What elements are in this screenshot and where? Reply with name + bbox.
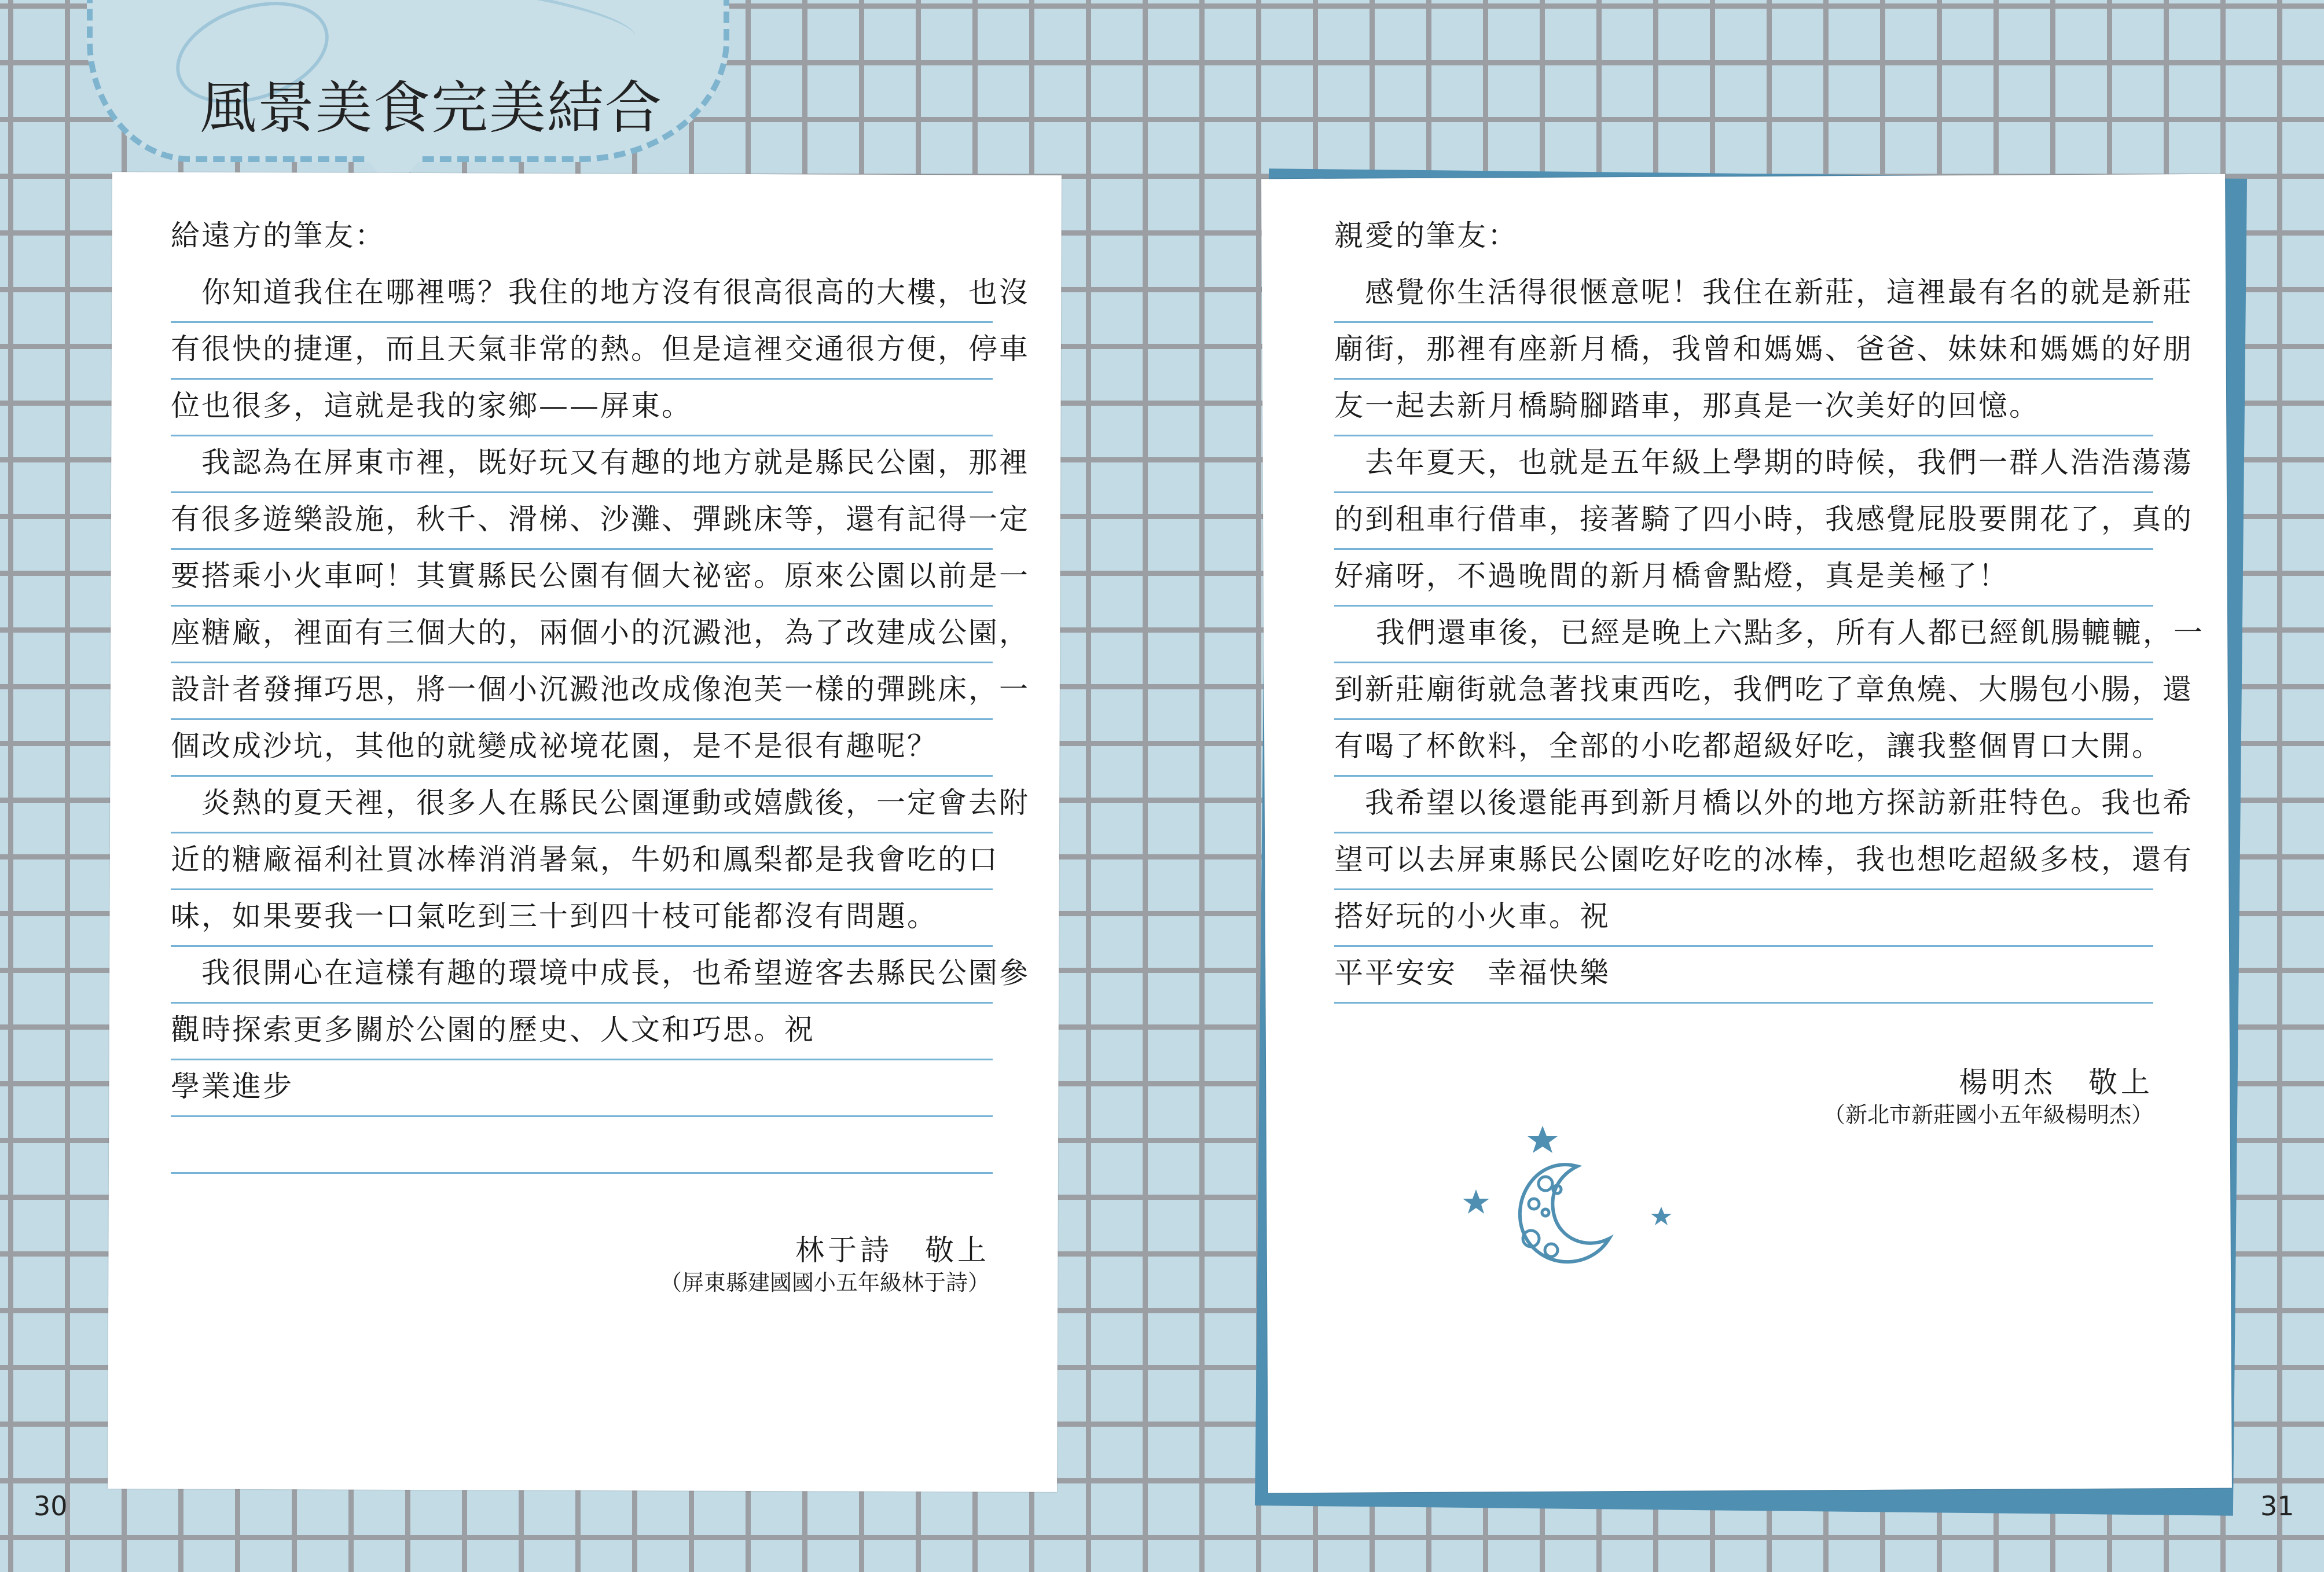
letter-line: 有很多遊樂設施，秋千、滑梯、沙灘、彈跳床等，還有記得一定 bbox=[171, 493, 993, 550]
swirl-decoration bbox=[333, 0, 639, 65]
letter-greeting: 給遠方的筆友： bbox=[171, 219, 386, 252]
letter-line: 設計者發揮巧思，將一個小沉澱池改成像泡芙一樣的彈跳床，一 bbox=[171, 663, 993, 720]
letter-line: 近的糖廠福利社買冰棒消消暑氣，牛奶和鳳梨都是我會吃的口 bbox=[171, 833, 993, 890]
star-icon bbox=[1651, 1207, 1672, 1225]
letter-line: 個改成沙坑，其他的就變成祕境花園，是不是很有趣呢？ bbox=[171, 720, 993, 777]
left-school: （屏東縣建國國小五年級林于詩） bbox=[659, 1270, 990, 1295]
letter-line: 平平安安 幸福快樂 bbox=[1334, 947, 2153, 1004]
letter-line: 炎熱的夏天裡，很多人在縣民公園運動或嬉戲後，一定會去附 bbox=[171, 777, 993, 833]
letter-greeting: 親愛的筆友： bbox=[1334, 219, 1518, 252]
letter-line: 我認為在屏東市裡，既好玩又有趣的地方就是縣民公園，那裡 bbox=[171, 436, 993, 493]
letter-line: 要搭乘小火車呵！其實縣民公園有個大祕密。原來公園以前是一 bbox=[171, 550, 993, 607]
page-number-left: 30 bbox=[34, 1490, 68, 1522]
letter-line bbox=[171, 1117, 993, 1174]
letter-line: 我希望以後還能再到新月橋以外的地方探訪新莊特色。我也希 bbox=[1334, 777, 2153, 833]
letter-line: 去年夏天，也就是五年級上學期的時候，我們一群人浩浩蕩蕩 bbox=[1334, 436, 2153, 493]
left-signature: 林于詩 敬上 bbox=[795, 1233, 990, 1267]
letter-line: 有喝了杯飲料，全部的小吃都超級好吃，讓我整個胃口大開。 bbox=[1334, 720, 2153, 777]
letter-line: 你知道我住在哪裡嗎？我住的地方沒有很高很高的大樓，也沒 bbox=[171, 266, 993, 323]
right-signature: 楊明杰 敬上 bbox=[1959, 1066, 2153, 1099]
letter-line: 我們還車後，已經是晚上六點多，所有人都已經飢腸轆轆，一 bbox=[1334, 607, 2153, 663]
star-icon bbox=[1528, 1126, 1558, 1153]
moon-icon bbox=[1453, 1126, 1684, 1311]
letter-line: 學業進步 bbox=[171, 1060, 993, 1117]
letter-line: 望可以去屏東縣民公園吃好吃的冰棒，我也想吃超級多枝，還有 bbox=[1334, 833, 2153, 890]
letter-line: 味，如果要我一口氣吃到三十到四十枝可能都沒有問題。 bbox=[171, 890, 993, 947]
letter-line: 友一起去新月橋騎腳踏車，那真是一次美好的回憶。 bbox=[1334, 380, 2153, 436]
page-number-right: 31 bbox=[2260, 1490, 2294, 1522]
moon-stars-decoration bbox=[1453, 1126, 1684, 1311]
star-icon bbox=[1463, 1189, 1489, 1214]
right-school: （新北市新莊國小五年級楊明杰） bbox=[1823, 1102, 2153, 1127]
letter-line: 觀時探索更多關於公園的歷史、人文和巧思。祝 bbox=[171, 1004, 993, 1060]
letter-line: 的到租車行借車，接著騎了四小時，我感覺屁股要開花了，真的 bbox=[1334, 493, 2153, 550]
letter-line: 座糖廠，裡面有三個大的，兩個小的沉澱池，為了改建成公園， bbox=[171, 607, 993, 663]
letter-line: 我很開心在這樣有趣的環境中成長，也希望遊客去縣民公園參 bbox=[171, 947, 993, 1004]
letter-line: 好痛呀，不過晚間的新月橋會點燈，真是美極了！ bbox=[1334, 550, 2153, 607]
page-title: 風景美食完美結合 bbox=[200, 75, 663, 141]
letter-line: 廟街，那裡有座新月橋，我曾和媽媽、爸爸、妹妹和媽媽的好朋 bbox=[1334, 323, 2153, 380]
letter-line: 到新莊廟街就急著找東西吃，我們吃了章魚燒、大腸包小腸，還 bbox=[1334, 663, 2153, 720]
letter-line: 有很快的捷運，而且天氣非常的熱。但是這裡交通很方便，停車 bbox=[171, 323, 993, 380]
letter-line: 搭好玩的小火車。祝 bbox=[1334, 890, 2153, 947]
letter-line: 感覺你生活得很愜意呢！我住在新莊，這裡最有名的就是新莊 bbox=[1334, 266, 2153, 323]
letter-line: 位也很多，這就是我的家鄉——屏東。 bbox=[171, 380, 993, 436]
